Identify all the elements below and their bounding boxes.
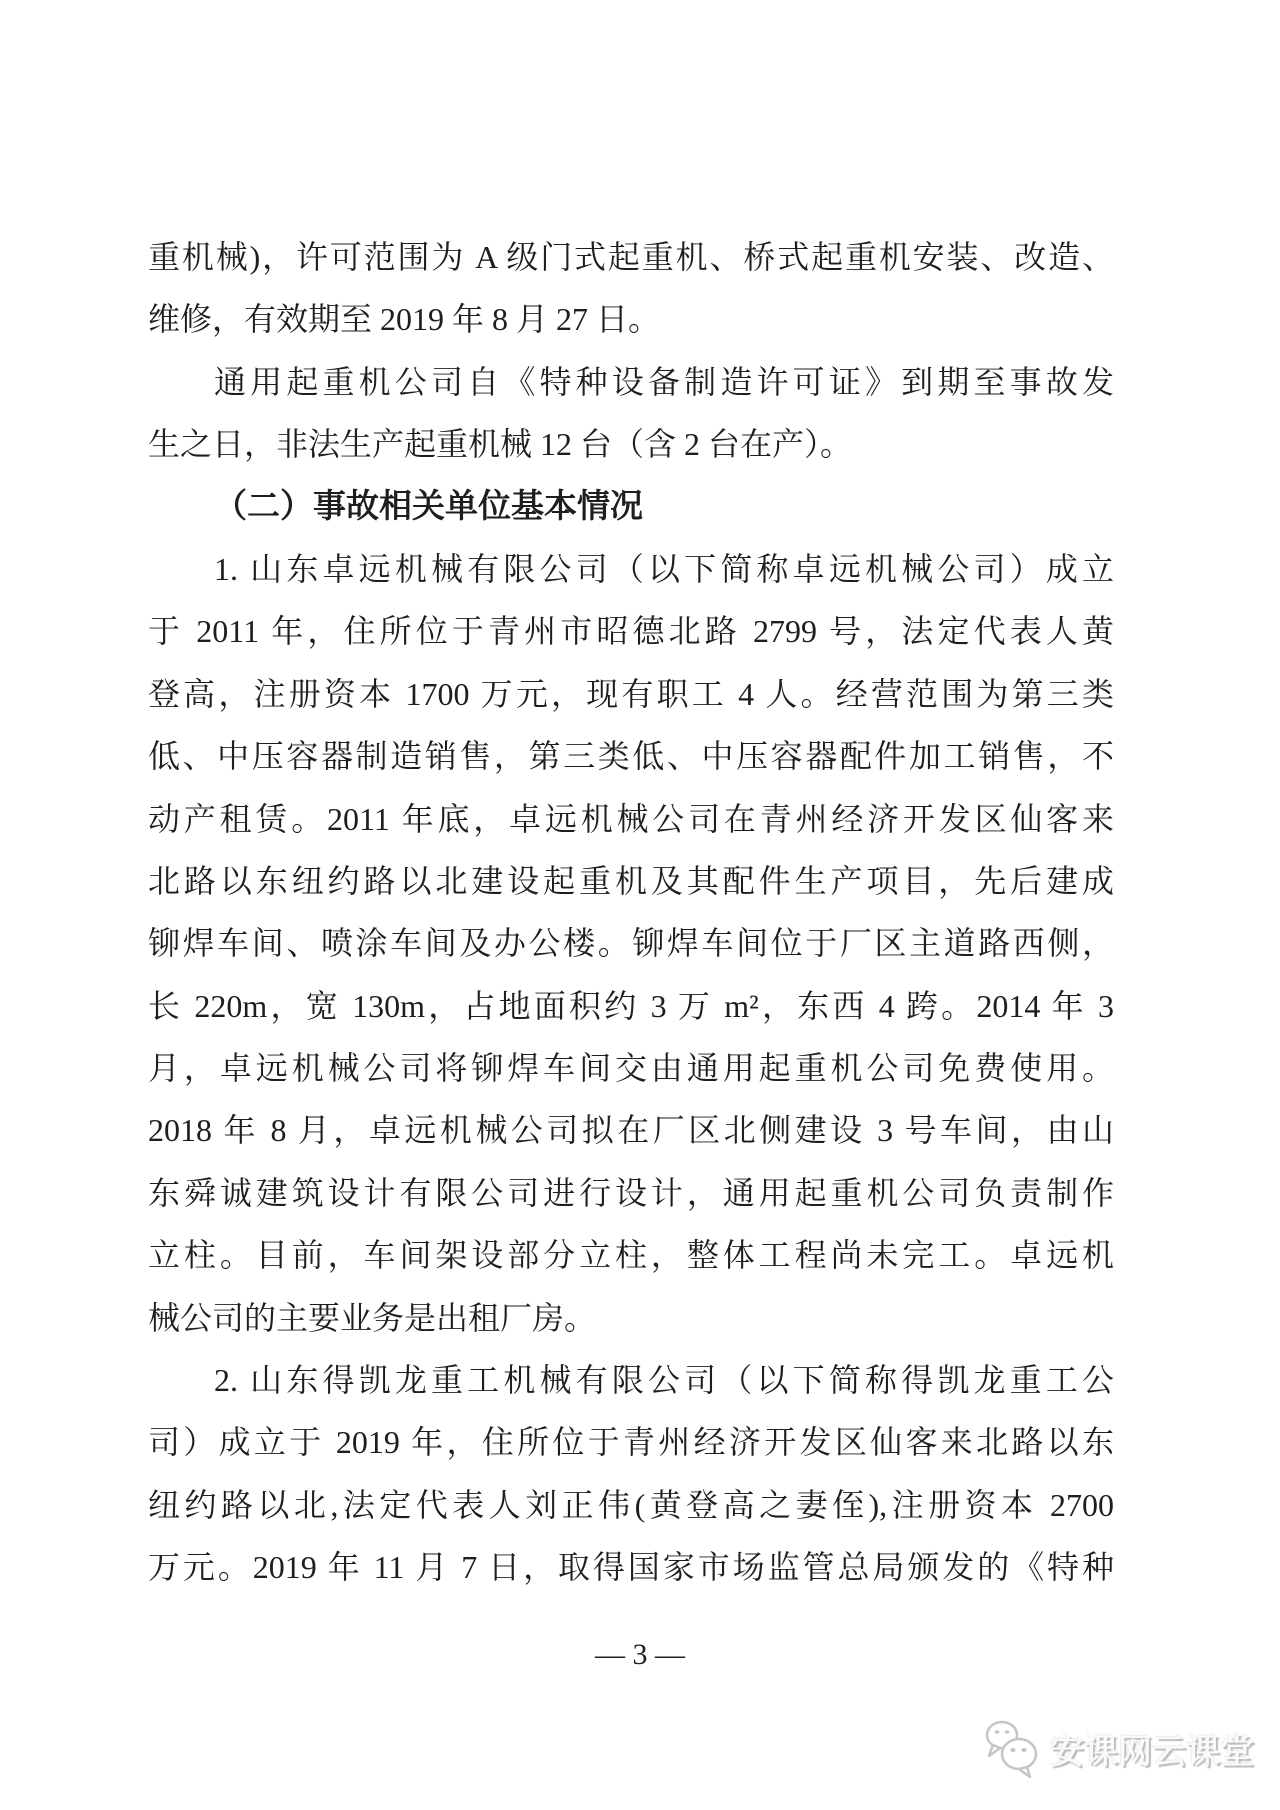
- text-line: 司）成立于 2019 年，住所位于青州经济开发区仙客来北路以东: [148, 1424, 1114, 1461]
- text-line: 东舜诚建筑设计有限公司进行设计，通用起重机公司负责制作: [148, 1174, 1114, 1211]
- text-line: 登高，注册资本 1700 万元，现有职工 4 人。经营范围为第三类: [148, 675, 1114, 712]
- watermark-text: 安课网云课堂: [1050, 1732, 1254, 1771]
- text-line: 立柱。目前，车间架设部分立柱，整体工程尚未完工。卓远机: [148, 1237, 1114, 1274]
- document-body: [148, 226, 1114, 1599]
- chat-bubbles-icon: [980, 1716, 1042, 1780]
- section-heading: （二）事故相关单位基本情况: [214, 488, 643, 525]
- text-line: 北路以东纽约路以北建设起重机及其配件生产项目，先后建成: [148, 862, 1114, 899]
- text-line: 重机械)，许可范围为 A 级门式起重机、桥式起重机安装、改造、: [148, 239, 1114, 275]
- page-number: — 3 —: [595, 1638, 685, 1671]
- text-line: 械公司的主要业务是出租厂房。: [148, 1299, 597, 1336]
- text-line: 低、中压容器制造销售，第三类低、中压容器配件加工销售，不: [148, 738, 1114, 775]
- text-line: 长 220m，宽 130m，占地面积约 3 万 m²，东西 4 跨。2014 年 3: [148, 987, 1114, 1024]
- text-line: 月，卓远机械公司将铆焊车间交由通用起重机公司免费使用。: [148, 1050, 1114, 1087]
- text-line: 2. 山东得凯龙重工机械有限公司（以下简称得凯龙重工公: [214, 1362, 1114, 1399]
- text-line: 铆焊车间、喷涂车间及办公楼。铆焊车间位于厂区主道路西侧，: [148, 925, 1114, 962]
- text-line: 1. 山东卓远机械有限公司（以下简称卓远机械公司）成立: [214, 550, 1114, 587]
- watermark: [980, 1716, 1254, 1780]
- text-line: 纽约路以北,法定代表人刘正伟(黄登高之妻侄),注册资本 2700: [148, 1486, 1114, 1523]
- text-line: 动产租赁。2011 年底，卓远机械公司在青州经济开发区仙客来: [148, 800, 1114, 837]
- text-line: 通用起重机公司自《特种设备制造许可证》到期至事故发: [214, 363, 1114, 400]
- text-line: 万元。2019 年 11 月 7 日，取得国家市场监管总局颁发的《特种: [148, 1549, 1114, 1586]
- text-line: 2018 年 8 月，卓远机械公司拟在厂区北侧建设 3 号车间，由山: [148, 1112, 1114, 1149]
- text-line: 维修，有效期至 2019 年 8 月 27 日。: [148, 301, 661, 338]
- text-line: 生之日，非法生产起重机械 12 台（含 2 台在产）。: [148, 426, 853, 463]
- text-line: 于 2011 年，住所位于青州市昭德北路 2799 号，法定代表人黄: [148, 613, 1114, 650]
